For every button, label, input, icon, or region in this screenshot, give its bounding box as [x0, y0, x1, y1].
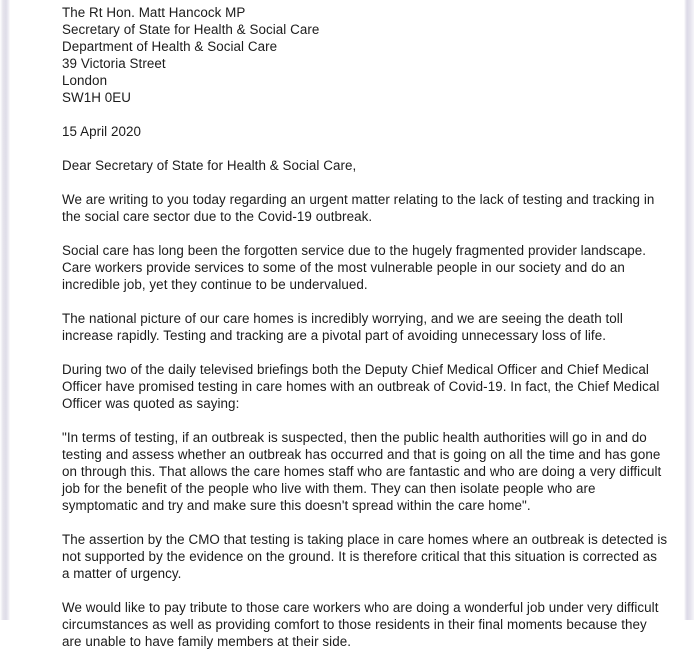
spacer-after-date [62, 140, 668, 157]
spacer-1 [62, 225, 668, 242]
spacer-4 [62, 412, 668, 429]
letter-content [62, 4, 668, 650]
body-paragraph-3: The national picture of our care homes is incredibly worrying, and we are seeing the death toll increase rapidly. Testing and tracking are a pivotal part of avoiding unnecessary loss of life. [62, 311, 623, 343]
letter-salutation: Dear Secretary of State for Health & Social Care, [62, 158, 357, 173]
recipient-postcode: SW1H 0EU [62, 90, 131, 105]
spacer-after-salutation [62, 174, 668, 191]
body-paragraph-1: We are writing to you today regarding an urgent matter relating to the lack of testing and tracking in the social care sector due to the Covid-19 outbreak. [62, 192, 655, 224]
spacer-5 [62, 514, 668, 531]
recipient-city: London [62, 73, 108, 88]
recipient-address-block [62, 4, 668, 106]
page-left-edge-shadow [0, 0, 10, 620]
quoted-statement: "In terms of testing, if an outbreak is suspected, then the public health authorities will go in and do testing and assess whether an outbreak has occurred and that is going on all the time and has gone on through this. That allows the care homes staff who are fantastic and who are doing a very difficult job for the benefit of the people who live with them. They can then isolate people who are symptomatic and try and make sure this doesn't spread within the care home". [62, 430, 662, 513]
body-paragraph-4: During two of the daily televised briefings both the Deputy Chief Medical Officer and Chief Medical Officer have promised testing in care homes with an outbreak of Covid-19. In fact, the Chief Medical Officer was quoted as saying: [62, 362, 660, 411]
letter-date: 15 April 2020 [62, 124, 142, 139]
recipient-street: 39 Victoria Street [62, 56, 166, 71]
body-paragraph-2: Social care has long been the forgotten service due to the hugely fragmented provider landscape. Care workers provide services to some of the most vulnerable people in our society and do an incredible job, yet they continue to be undervalued. [62, 243, 647, 292]
spacer-3 [62, 344, 668, 361]
recipient-title: Secretary of State for Health & Social Care [62, 22, 320, 37]
spacer-6 [62, 582, 668, 599]
body-paragraph-6: The assertion by the CMO that testing is taking place in care homes where an outbreak is detected is not supported by the evidence on the ground. It is therefore critical that this situation is corrected as a matter of urgency. [62, 532, 668, 581]
spacer-after-address [62, 106, 668, 123]
recipient-name: The Rt Hon. Matt Hancock MP [62, 5, 246, 20]
spacer-2 [62, 293, 668, 310]
recipient-department: Department of Health & Social Care [62, 39, 278, 54]
page-right-edge-shadow [684, 0, 694, 620]
body-paragraph-7: We would like to pay tribute to those care workers who are doing a wonderful job under very difficult circumstances as well as providing comfort to those residents in their final moments because they are unable to have family members at their side. [62, 600, 659, 649]
